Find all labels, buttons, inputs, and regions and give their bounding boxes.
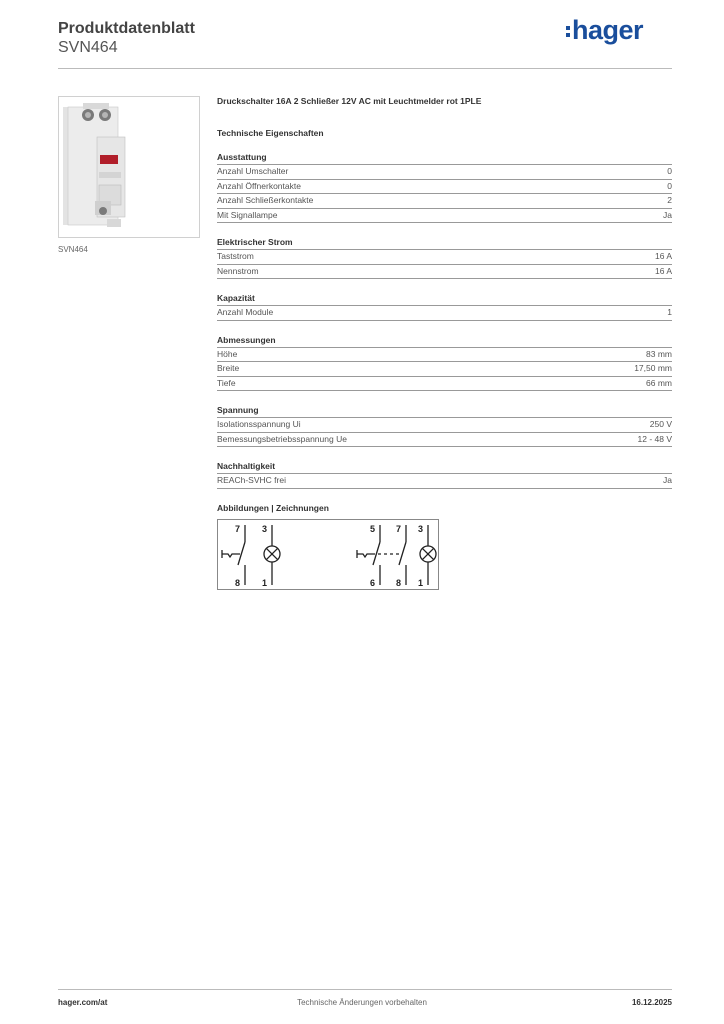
- switch-device-illustration: [59, 97, 199, 237]
- footer-divider: [58, 989, 672, 990]
- spec-group-title: Spannung: [217, 405, 672, 418]
- drawings-title: Abbildungen | Zeichnungen: [217, 502, 329, 513]
- spec-row: [217, 362, 672, 377]
- terminal-label: 7: [235, 523, 241, 534]
- spec-value: 12 - 48 V: [637, 433, 672, 444]
- terminal-label: 6: [370, 577, 376, 588]
- spec-value: 83 mm: [646, 348, 672, 359]
- terminal-label: 3: [418, 523, 424, 534]
- spec-group-strom: [217, 237, 672, 279]
- spec-value: 0: [667, 180, 672, 191]
- spec-row: [217, 433, 672, 448]
- article-number: SVN464: [58, 39, 118, 56]
- spec-group-abmessungen: [217, 335, 672, 392]
- brand-logo: [566, 15, 643, 46]
- spec-label: Anzahl Module: [217, 307, 274, 317]
- brand-logo-text: hager: [572, 15, 644, 45]
- terminal-label: 8: [396, 577, 402, 588]
- header-divider: [58, 68, 672, 69]
- spec-value: 1: [667, 307, 672, 317]
- wiring-diagram: [217, 519, 439, 590]
- spec-row: [217, 180, 672, 195]
- spec-row: [217, 209, 672, 224]
- spec-row: [217, 265, 672, 280]
- spec-group-title: Kapazität: [217, 293, 672, 306]
- product-title: Druckschalter 16A 2 Schließer 12V AC mit Leuchtmelder rot 1PLE: [217, 96, 482, 106]
- spec-label: Nennstrom: [217, 265, 259, 276]
- spec-group-title: Abmessungen: [217, 335, 672, 348]
- spec-value: 0: [667, 166, 672, 176]
- spec-label: Anzahl Umschalter: [217, 166, 289, 176]
- product-image-caption: SVN464: [58, 245, 88, 254]
- footer-disclaimer: Technische Änderungen vorbehalten: [297, 998, 427, 1007]
- spec-row: [217, 165, 672, 180]
- footer-date: 16.12.2025: [631, 998, 672, 1007]
- spec-group-ausstattung: [217, 152, 672, 223]
- spec-value: 2: [667, 195, 672, 205]
- spec-group-spannung: [217, 405, 672, 447]
- terminal-label: 7: [396, 523, 402, 534]
- spec-value: 250 V: [649, 419, 672, 429]
- spec-label: Taststrom: [217, 251, 254, 261]
- terminal-label: 3: [262, 523, 268, 534]
- footer-website: hager.com/at: [58, 998, 108, 1007]
- spec-label: Mit Signallampe: [217, 209, 278, 220]
- terminal-label: 8: [235, 577, 241, 588]
- spec-label: REACh-SVHC frei: [217, 475, 286, 485]
- spec-row: [217, 418, 672, 433]
- spec-row: [217, 194, 672, 209]
- spec-label: Isolationsspannung Ui: [217, 419, 301, 429]
- spec-group-title: Elektrischer Strom: [217, 237, 672, 250]
- wiring-diagram-svg: [218, 520, 438, 589]
- spec-label: Tiefe: [217, 377, 236, 388]
- spec-label: Anzahl Schließerkontakte: [217, 195, 314, 205]
- content: [217, 96, 672, 590]
- spec-group-kapazitaet: [217, 293, 672, 321]
- spec-row: [217, 348, 672, 363]
- spec-label: Höhe: [217, 348, 238, 359]
- spec-value: 66 mm: [646, 377, 672, 388]
- spec-group-title: Ausstattung: [217, 152, 672, 165]
- spec-value: Ja: [663, 475, 672, 485]
- terminal-label: 5: [370, 523, 376, 534]
- spec-label: Breite: [217, 363, 240, 373]
- spec-group-title: Nachhaltigkeit: [217, 461, 672, 474]
- spec-group-nachhaltigkeit: [217, 461, 672, 489]
- spec-label: Anzahl Öffnerkontakte: [217, 180, 301, 191]
- spec-label: Bemessungsbetriebsspannung Ue: [217, 433, 347, 444]
- spec-row: [217, 250, 672, 265]
- spec-value: 17,50 mm: [634, 363, 672, 373]
- spec-value: 16 A: [654, 251, 672, 261]
- spec-row: [217, 474, 672, 489]
- spec-value: Ja: [663, 209, 672, 220]
- spec-value: 16 A: [654, 265, 672, 276]
- section-title: Technische Eigenschaften: [217, 128, 324, 138]
- terminal-label: 1: [418, 577, 424, 588]
- terminal-label: 1: [262, 577, 268, 588]
- spec-row: [217, 306, 672, 321]
- product-image: [58, 96, 200, 238]
- page-title: Produktdatenblatt: [58, 20, 195, 37]
- spec-row: [217, 377, 672, 392]
